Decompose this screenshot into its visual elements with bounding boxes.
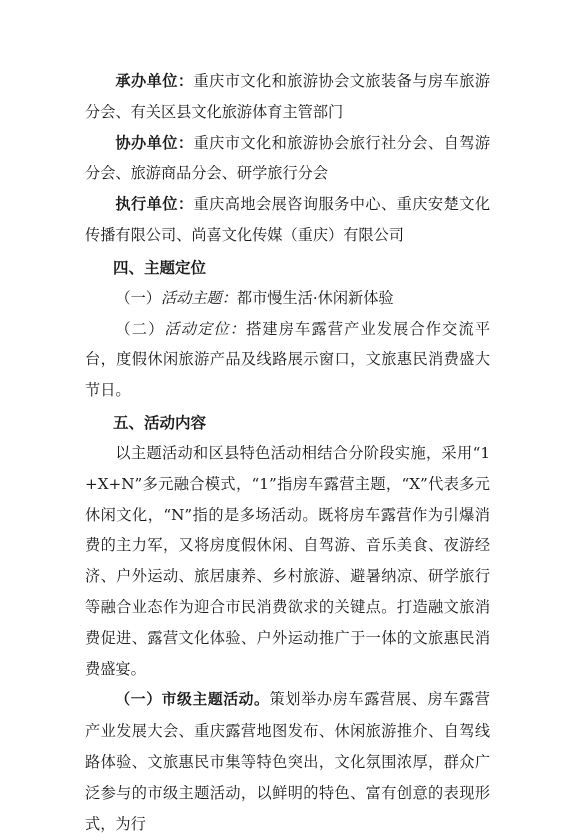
document-body (85, 66, 490, 839)
section-heading-theme-positioning: 四、主题定位 (113, 258, 207, 277)
city-level-label: （一）市级主题活动。 (115, 691, 270, 709)
positioning-label: 活动定位： (164, 319, 247, 338)
content-intro-paragraph: 以主题活动和区县特色活动相结合分阶段实施，采用“1+X+N”多元融合模式，“1”指房车露营主题，“X”代表多元休闲文化，“N”指的是多场活动。既将房车露营作为引爆消费的主力军，又将房度假休闲、自驾游、音乐美食、夜游经济、户外运动、旅居康养、乡村旅游、避暑纳凉、研学旅行等融合业态作为迎合市民消费欲求的关键点。打造融文旅消费促进、露营文化体验、户外运动推广于一体的文旅惠民消费盛宴。 (85, 443, 490, 678)
theme-paragraph (85, 283, 490, 314)
host-label: 承办单位： (115, 72, 194, 90)
theme-number: （一） (115, 288, 161, 307)
city-level-paragraph (85, 684, 490, 839)
executor-paragraph (85, 189, 490, 251)
executor-text: 重庆高地会展咨询服务中心、重庆安楚文化传播有限公司、尚喜文化传媒（重庆）有限公司 (85, 195, 491, 244)
theme-label: 活动主题： (160, 288, 237, 307)
host-text: 重庆市文化和旅游协会文旅装备与房车旅游分会、有关区县文化旅游体育主管部门 (85, 72, 491, 121)
host-paragraph (85, 66, 490, 128)
section-heading-activity-content: 五、活动内容 (113, 413, 207, 432)
positioning-text: 搭建房车露营产业发展合作交流平台，度假休闲旅游产品及线路展示窗口，文旅惠民消费盛大节日。 (85, 319, 491, 400)
positioning-number: （二） (115, 319, 165, 338)
co-organizer-text: 重庆市文化和旅游协会旅行社分会、自驾游分会、旅游商品分会、研学旅行分会 (85, 133, 491, 183)
executor-label: 执行单位： (115, 195, 194, 214)
positioning-paragraph (85, 314, 490, 406)
theme-text: 都市慢生活·休闲新体验 (236, 288, 394, 307)
co-organizer-label: 协办单位： (115, 133, 194, 152)
co-organizer-paragraph (85, 128, 490, 190)
city-level-text: 策划举办房车露营展、房车露营产业发展大会、重庆露营地图发布、休闲旅游推介、自驾线路体验、文旅惠民市集等特色突出，文化氛围浓厚，群众广泛参与的市级主题活动，以鲜明的特色、富有创意的表现形式，为行 (85, 690, 490, 833)
